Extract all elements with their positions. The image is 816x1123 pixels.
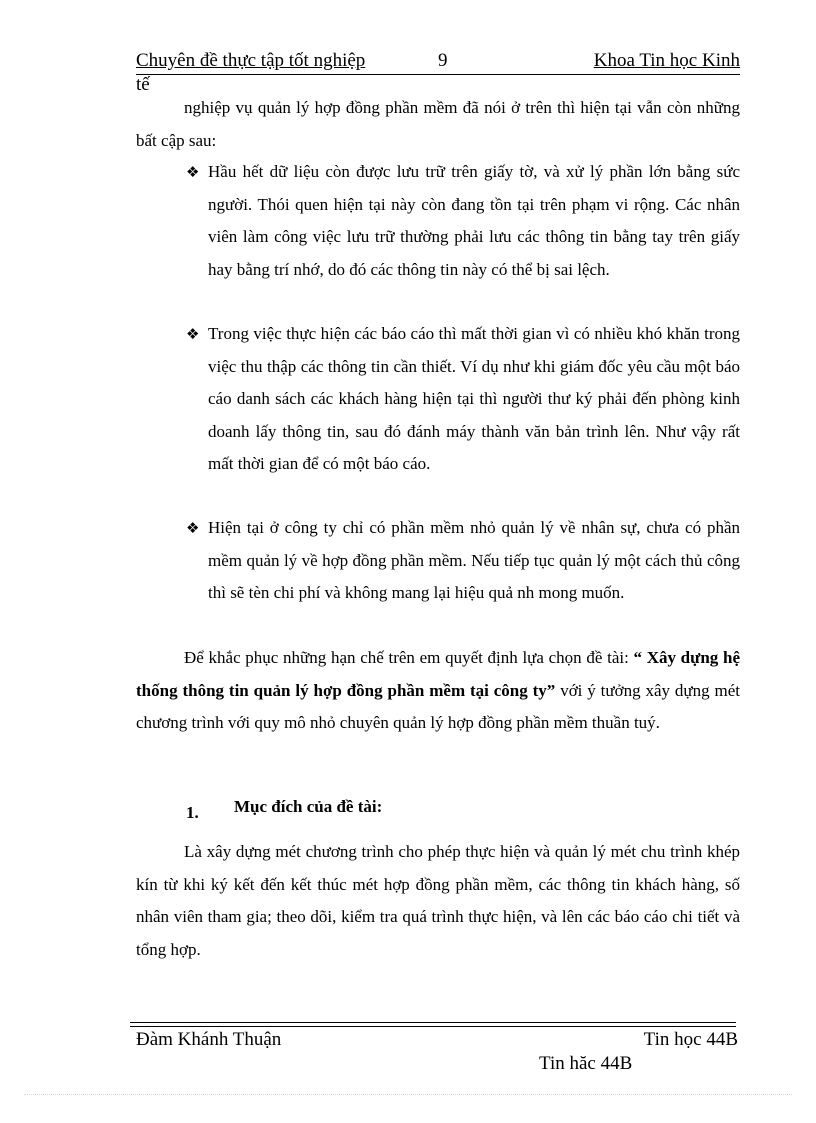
diamond-bullet-icon: ❖ — [186, 163, 200, 181]
header-title-left: Chuyên đề thực tập tốt nghiệp — [136, 50, 366, 71]
conclusion-prefix: Để khắc phục những hạn chế trên em quyết định lựa chọn đề tài: — [184, 648, 634, 667]
conclusion-paragraph — [136, 642, 740, 740]
list-item — [186, 512, 740, 610]
conclusion-suffix: với ý tưởng xây dựng mét chương trình với quy mô nhỏ chuyên quản lý hợp đồng phần mềm thuần tuý. — [136, 680, 741, 732]
footer-class-alt: Tin hăc 44B — [539, 1053, 633, 1074]
header-title-right: Khoa Tin học Kinh — [593, 50, 740, 71]
topic-title: “ Xây dựng hệ thống thông tin quản lý hợp đồng phần mềm tại công ty” — [136, 648, 740, 700]
purpose-paragraph: Là xây dựng mét chương trình cho phép thực hiện và quản lý mét chu trình khép kín từ khi ký kết đến kết thúc mét hợp đồng phần mềm, các thông tin khách hàng, số nhân viên tham gia; theo dõi, kiểm tra quá trình thực hiện, và lên các báo cáo chi tiết và tổng hợp. — [136, 842, 740, 959]
diamond-bullet-icon: ❖ — [186, 519, 200, 537]
intro-paragraph: nghiệp vụ quản lý hợp đồng phần mềm đã nói ở trên thì hiện tại vẫn còn những bất cập sau: — [136, 98, 740, 150]
page-bottom-edge — [24, 1094, 792, 1095]
footer-author: Đàm Khánh Thuận — [136, 1029, 282, 1050]
list-item — [186, 156, 740, 286]
header-page-number: 9 — [438, 50, 448, 71]
section-number: 1. — [186, 803, 199, 822]
footer-rule — [130, 1022, 736, 1023]
header-title-right-wrap: tế — [136, 74, 150, 95]
list-item-text: Hầu hết dữ liệu còn được lưu trữ trên giấy tờ, và xử lý phần lớn bằng sức người. Thói quen hiện tại này còn đang tồn tại trên phạm vi rộng. Các nhân viên làm công việc lưu trữ thường phải lưu các thông tin bằng tay trên giấy hay bằng trí nhớ, do đó các thông tin này có thể bị sai lệch. — [208, 162, 740, 279]
footer-class: Tin học 44B — [643, 1029, 738, 1050]
page-header — [136, 48, 740, 75]
section-title: Mục đích của đề tài: — [234, 797, 383, 816]
footer-rule — [130, 1026, 736, 1027]
list-item-text: Hiện tại ở công ty chỉ có phần mềm nhỏ quản lý về nhân sự, chưa có phần mềm quản lý về hợp đồng phần mềm. Nếu tiếp tục quản lý một cách thủ công thì sẽ tèn chi phí và không mang lại hiệu quả nh mong muốn. — [208, 518, 740, 602]
diamond-bullet-icon: ❖ — [186, 325, 200, 343]
list-item-text: Trong việc thực hiện các báo cáo thì mất thời gian vì có nhiều khó khăn trong việc thu thập các thông tin cần thiết. Ví dụ như khi giám đốc yêu cầu một báo cáo danh sách các khách hàng hiện tại thì người thư ký phải đến phòng kinh doanh lấy thông tin, sau đó đánh máy thành văn bản trình lên. Như vậy rất mất thời gian để có một báo cáo. — [208, 324, 740, 473]
list-item — [186, 318, 740, 481]
